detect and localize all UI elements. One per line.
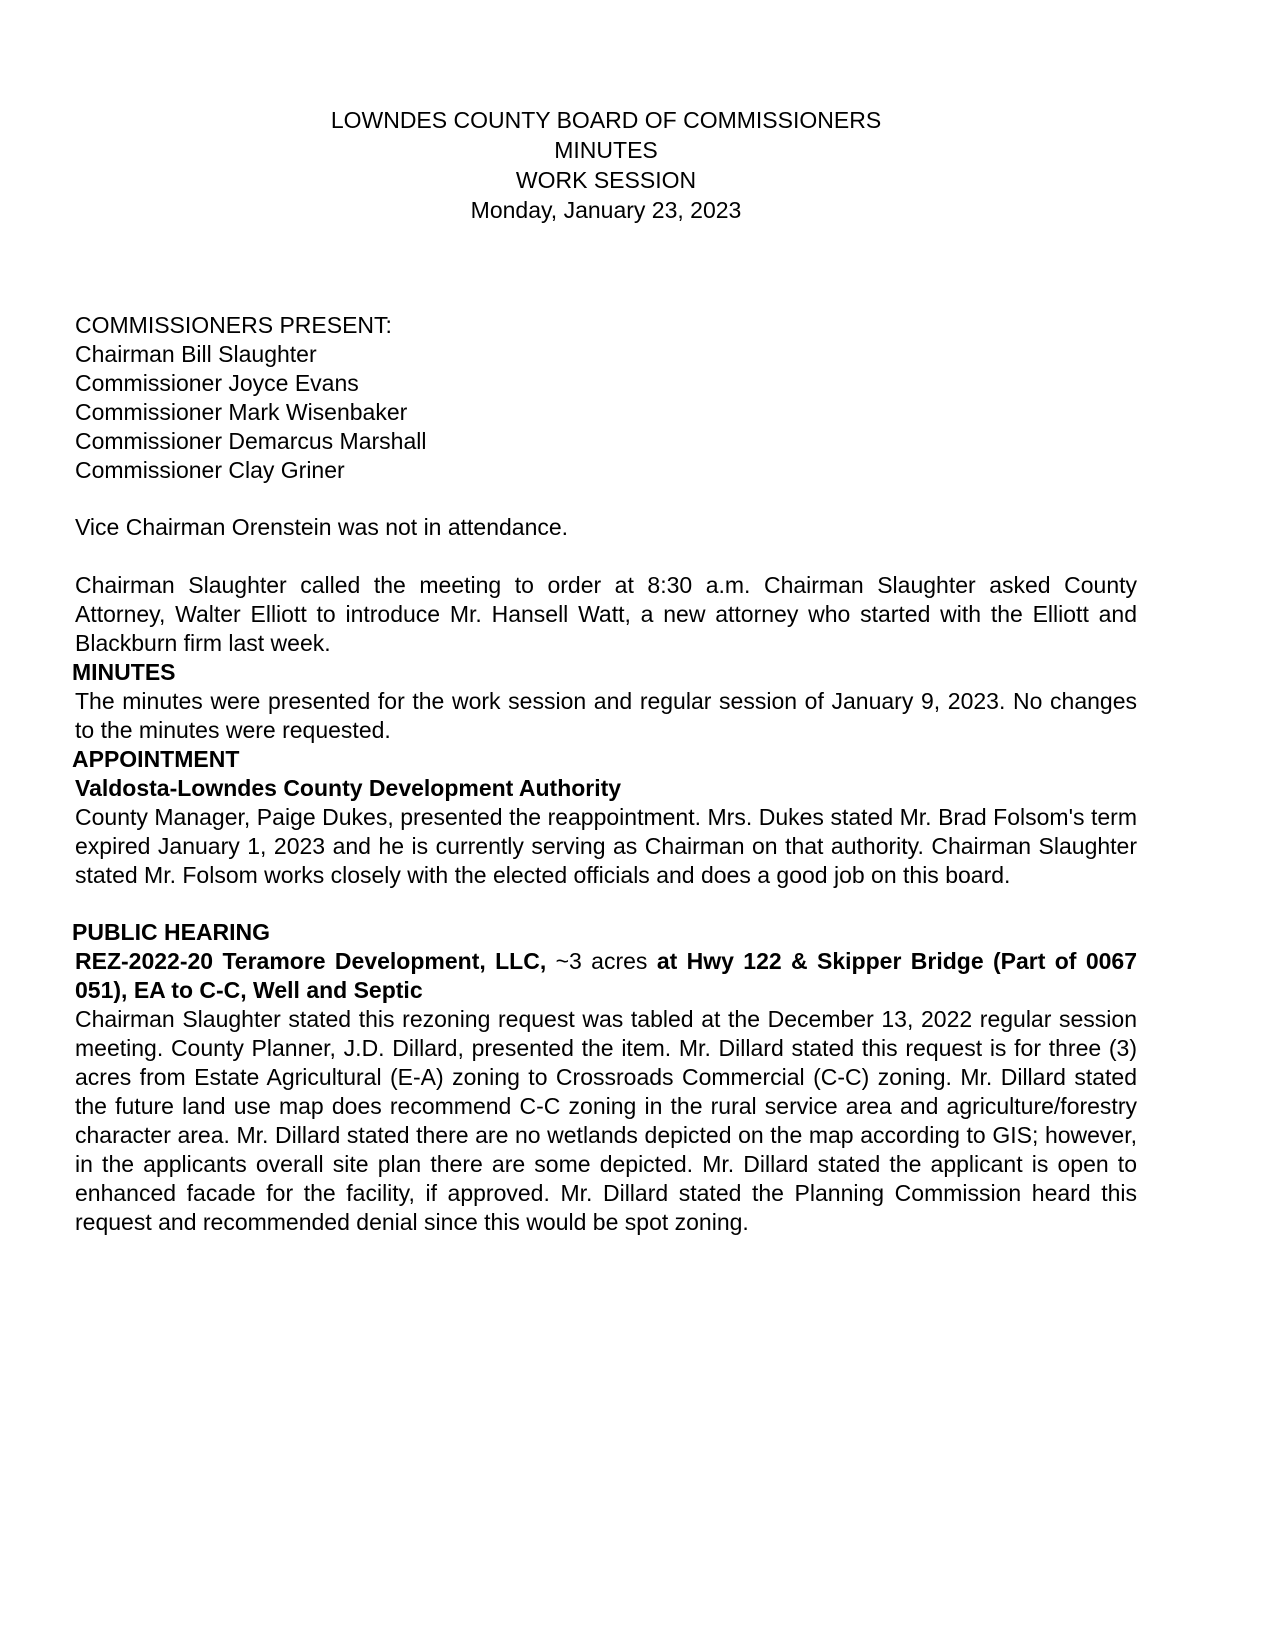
appointment-paragraph: County Manager, Paige Dukes, presented the reappointment. Mrs. Dukes stated Mr. Brad Folsom's term expired January 1, 2023 and he is currently serving as Chairman on that authority. Chairman Slaughter stated Mr. Folsom works closely with the elected officials and does a good job on this board.: [75, 804, 1137, 888]
document-header: [75, 105, 1137, 225]
document-title-minutes: MINUTES: [554, 137, 658, 163]
minutes-paragraph: The minutes were presented for the work session and regular session of January 9, 2023. No changes to the minutes were requested.: [75, 688, 1137, 743]
appointment-item-title: Valdosta-Lowndes County Development Authority: [75, 775, 622, 801]
hearing-title-case-number: REZ-2022-20 Teramore Development, LLC,: [75, 948, 547, 974]
section-heading-minutes: MINUTES: [72, 659, 176, 685]
public-hearing-item: [75, 947, 1137, 1237]
public-hearing-paragraph: Chairman Slaughter stated this rezoning request was tabled at the December 13, 2022 regular session meeting. County Planner, J.D. Dillard, presented the item. Mr. Dillard stated this request is for three (3) acres from Estate Agricultural (E-A) zoning to Crossroads Commercial (C-C) zoning. Mr. Dillard stated the future land use map does recommend C-C zoning in the rural service area and agriculture/forestry character area. Mr. Dillard stated there are no wetlands depicted on the map according to GIS; however, in the applicants overall site plan there are some depicted. Mr. Dillard stated the applicant is open to enhanced facade for the facility, if approved. Mr. Dillard stated the Planning Commission heard this request and recommended denial since this would be spot zoning.: [75, 1006, 1137, 1235]
document-title-date: Monday, January 23, 2023: [470, 197, 742, 223]
opening-paragraph: Chairman Slaughter called the meeting to order at 8:30 a.m. Chairman Slaughter asked County Attorney, Walter Elliott to introduce Mr. Hansell Watt, a new attorney who started with the Elliott and Blackburn firm last week.: [75, 572, 1137, 656]
attendee-line: Chairman Bill Slaughter: [75, 341, 317, 367]
section-heading-appointment: APPOINTMENT: [72, 746, 240, 772]
attendee-line: Commissioner Demarcus Marshall: [75, 428, 427, 454]
document-title-session: WORK SESSION: [515, 167, 697, 193]
appointment-item: [75, 774, 1137, 890]
hearing-item-title: [75, 947, 1137, 1005]
attendance-heading: COMMISSIONERS PRESENT:: [75, 312, 392, 338]
attendee-line: Commissioner Clay Griner: [75, 457, 345, 483]
attendee-line: Commissioner Mark Wisenbaker: [75, 399, 408, 425]
hearing-title-location: at Hwy 122 & Skipper Bridge (Part of 0067 051), EA to C-C, Well and Septic: [75, 948, 1137, 1003]
attendance-section: [75, 311, 1137, 485]
section-heading-public-hearing: PUBLIC HEARING: [72, 919, 271, 945]
attendee-line: Commissioner Joyce Evans: [75, 370, 359, 396]
absence-note: Vice Chairman Orenstein was not in attendance.: [75, 514, 569, 540]
hearing-title-acreage: ~3 acres: [546, 948, 657, 974]
document-title-org: LOWNDES COUNTY BOARD OF COMMISSIONERS: [330, 107, 882, 133]
